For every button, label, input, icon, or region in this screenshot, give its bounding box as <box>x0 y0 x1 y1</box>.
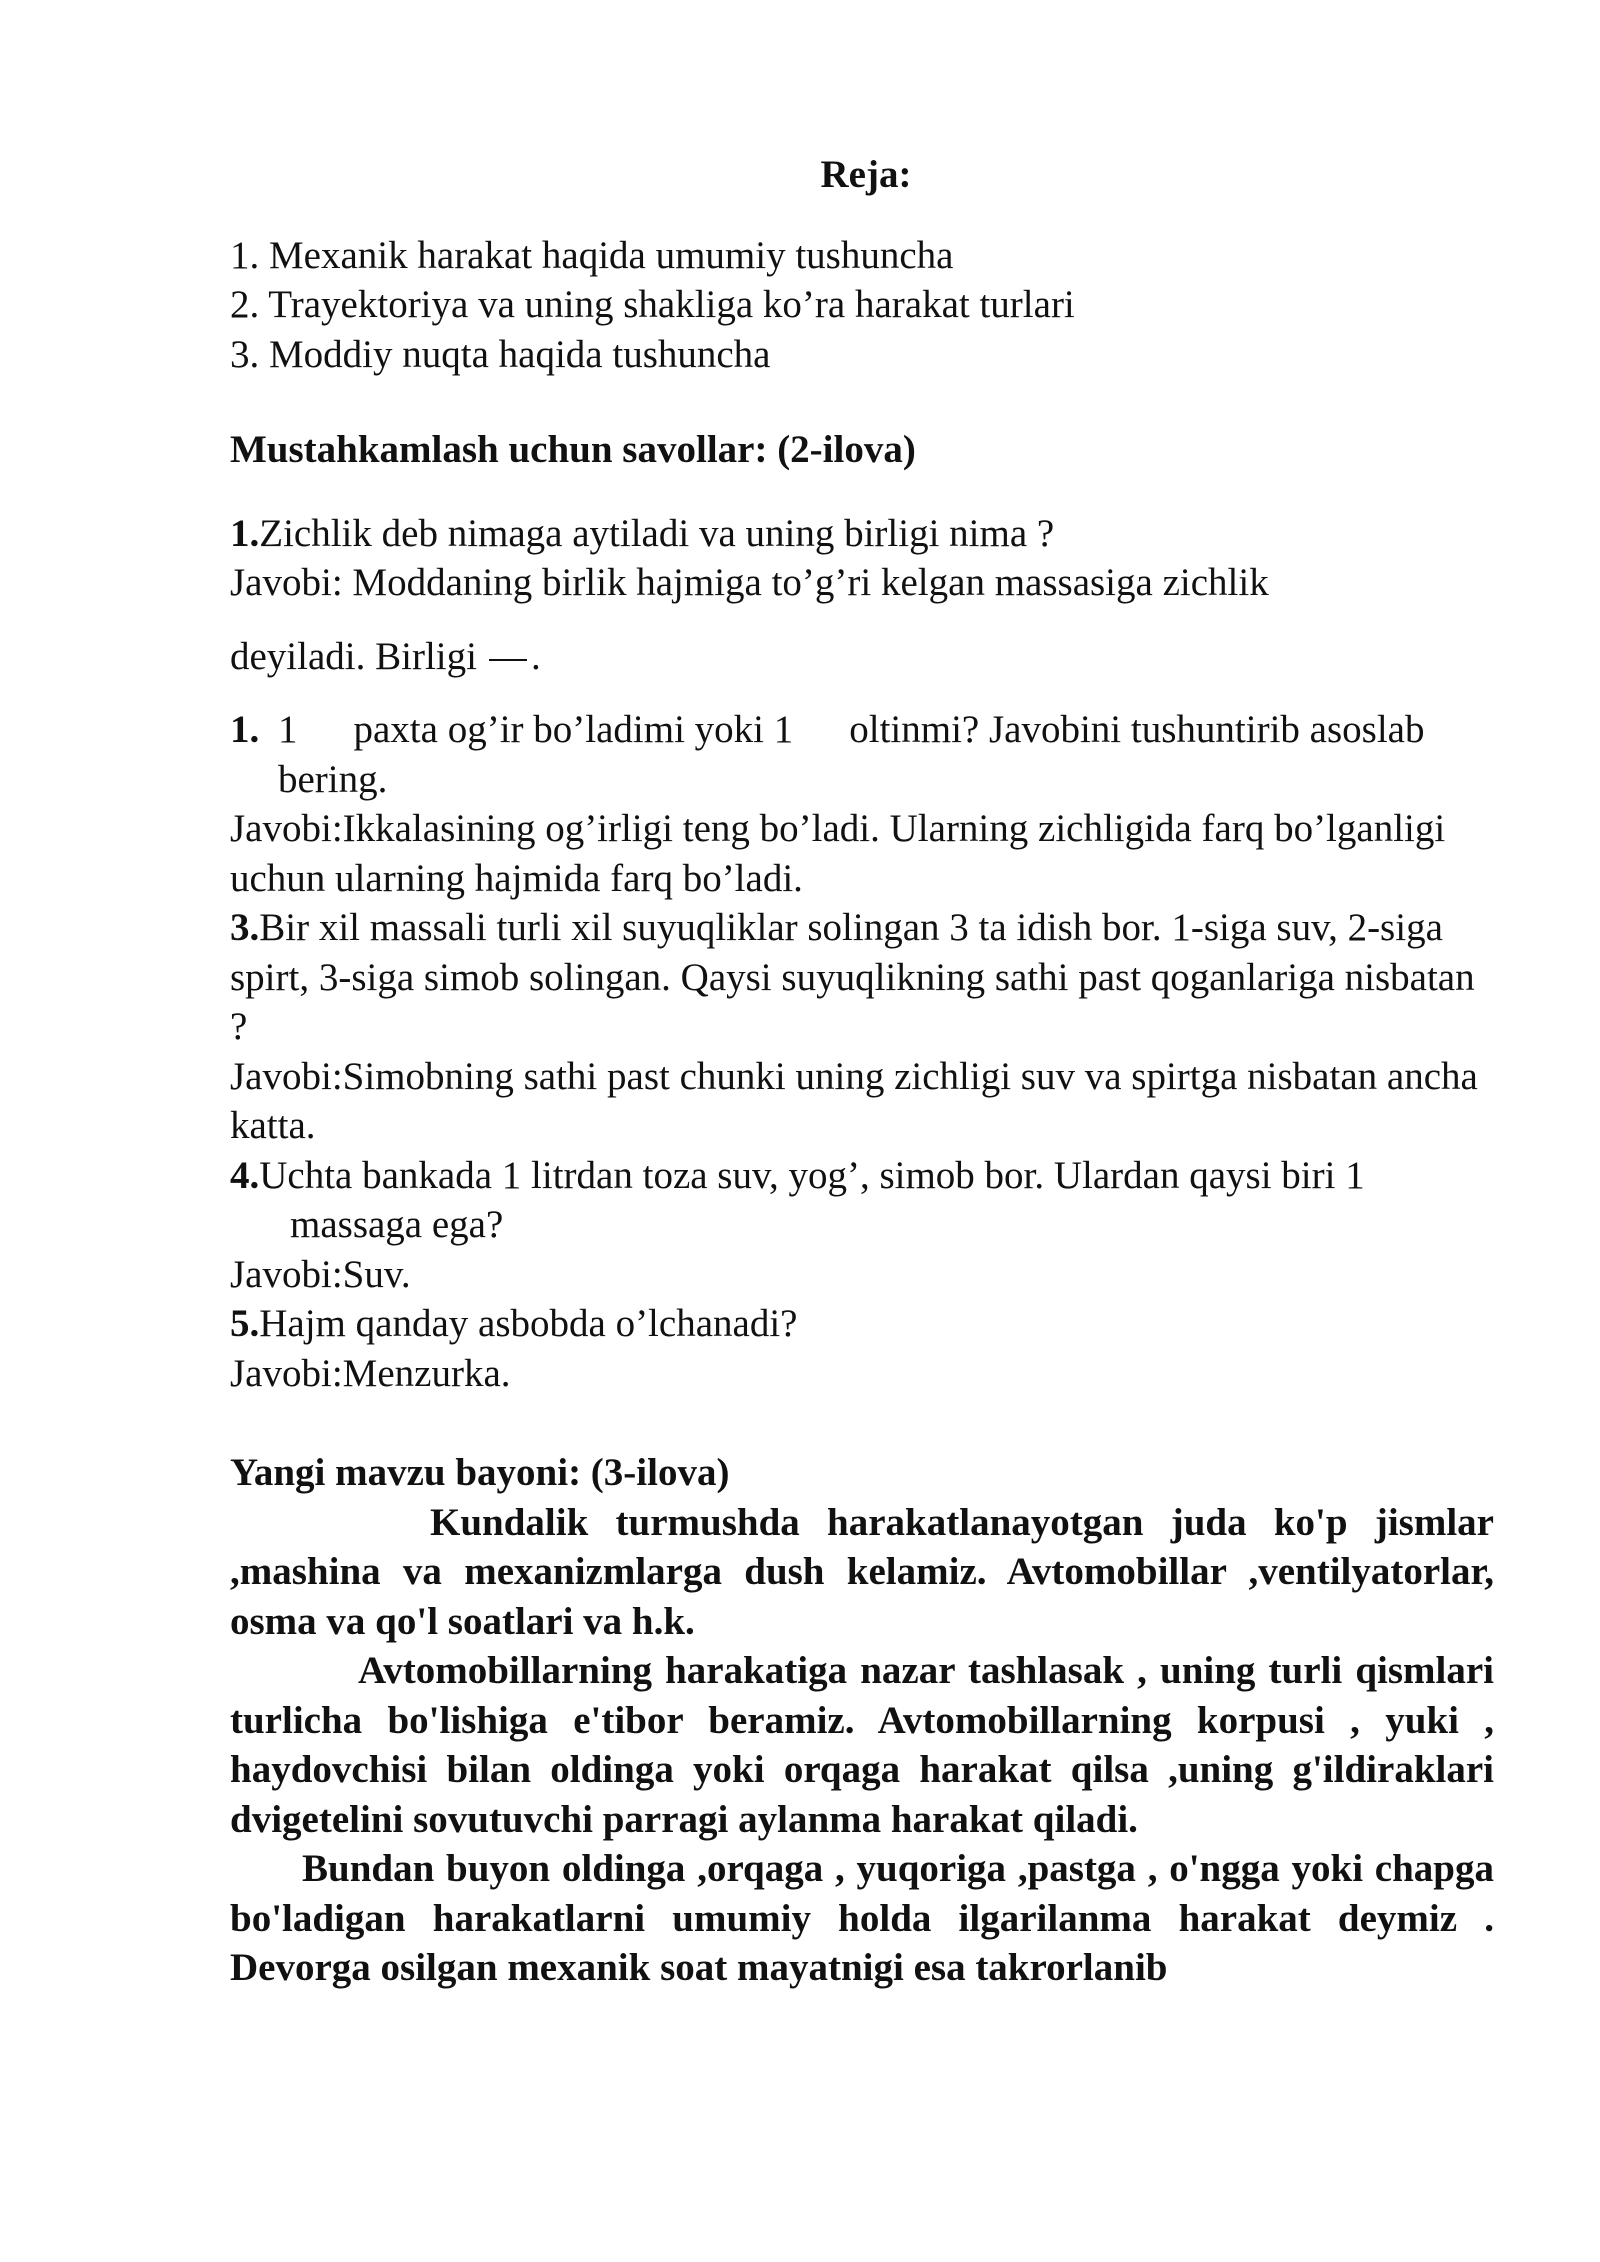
question-number: 1. <box>230 511 260 555</box>
question-number: 4. <box>230 1153 260 1197</box>
question-part: 1 <box>278 708 298 751</box>
question-part: oltinmi? Javobini tushuntirib asoslab bering. <box>278 708 1425 801</box>
answer-end: . <box>530 634 541 678</box>
page-content <box>230 150 1494 1993</box>
answer-text: Javobi:Suv. <box>230 1252 411 1296</box>
question-part: paxta og’ir bo’ladimi yoki 1 <box>353 708 794 751</box>
plan-list <box>230 231 1494 380</box>
question-text <box>230 903 1494 1052</box>
spacer <box>230 1398 1494 1448</box>
question-text <box>230 509 1494 559</box>
question-number: 1. <box>230 708 260 751</box>
question-text <box>230 1151 1494 1201</box>
question-body: Hajm qanday asbobda o’lchanadi? <box>259 1302 798 1345</box>
plan-item: 2. Trayektoriya va uning shakliga ko’ra harakat turlari <box>230 283 1075 326</box>
question-continuation: massaga ega? <box>290 1203 504 1246</box>
body-paragraph: Kundalik turmushda harakatlanayotgan juda ko'p jismlar ,mashina va mexanizmlarga dush kelamiz. Avtomobillar ,ventilyatorlar, osma va qo'l soatlari va h.k. <box>230 1500 1494 1643</box>
question-1 <box>230 509 1494 682</box>
question-4 <box>230 1151 1494 1300</box>
answer-text: Javobi:Menzurka. <box>230 1351 511 1395</box>
review-heading: Mustahkamlash uchun savollar: (2-ilova) <box>230 428 916 471</box>
question-number: 5. <box>230 1302 260 1345</box>
body-paragraph: Bundan buyon oldinga ,orqaga , yuqoriga ,pastga , o'ngga yoki chapga bo'ladigan harakatlarni umumiy holda ilgarilanma harakat deymiz . Devorga osilgan mexanik soat mayatnigi esa takrorlanib <box>230 1847 1494 1989</box>
answer-text: Javobi:Simobning sathi past chunki uning zichligi suv va spirtga nisbatan ancha katta. <box>230 1054 1478 1147</box>
question-text <box>230 1299 1494 1349</box>
question-body: Zichlik deb nimaga aytiladi va uning birligi nima ? <box>259 511 1055 555</box>
plan-item: 1. Mexanik harakat haqida umumiy tushuncha <box>230 233 954 277</box>
spacer <box>230 475 1494 509</box>
question-3 <box>230 903 1494 1151</box>
body-paragraph: Avtomobillarning harakatiga nazar tashlasak , uning turli qismlari turlicha bo'lishiga e'tibor beramiz. Avtomobillarning korpusi , yuki , haydovchisi bilan oldinga yoki orqaga harakat qilsa ,uning g'ildiraklari dvigetelini sovutuvchi parragi aylanma harakat qiladi. <box>230 1649 1494 1841</box>
answer-text: Javobi:Ikkalasining og’irligi teng bo’ladi. Ularning zichligida farq bo’lganligi uchun ularning hajmida farq bo’ladi. <box>230 807 1446 900</box>
fraction-bar-icon <box>489 659 527 661</box>
plan-item: 3. Moddiy nuqta haqida tushuncha <box>230 332 771 376</box>
question-5 <box>230 1299 1494 1398</box>
question-body: Uchta bankada 1 litrdan toza suv, yog’, simob bor. Ulardan qaysi biri 1 <box>259 1153 1365 1197</box>
page-title: Reja: <box>820 153 912 196</box>
new-topic-heading: Yangi mavzu bayoni: (3-ilova) <box>230 1451 730 1494</box>
question-text <box>230 705 1494 804</box>
spacer <box>230 379 1494 425</box>
answer-text: Javobi: Moddaning birlik hajmiga to’g’ri kelgan massasiga zichlik <box>230 561 1269 604</box>
answer-continuation <box>230 608 1494 682</box>
question-2 <box>230 705 1494 903</box>
question-body: Bir xil massali turli xil suyuqliklar solingan 3 ta idish bor. 1-siga suv, 2-siga spirt, 3-siga simob solingan. Qaysi suyuqlikning sathi past qoganlariga nisbatan ? <box>230 906 1475 1048</box>
question-number: 3. <box>230 906 260 949</box>
answer-body: deyiladi. Birligi <box>230 634 477 678</box>
question-body <box>278 705 1494 804</box>
